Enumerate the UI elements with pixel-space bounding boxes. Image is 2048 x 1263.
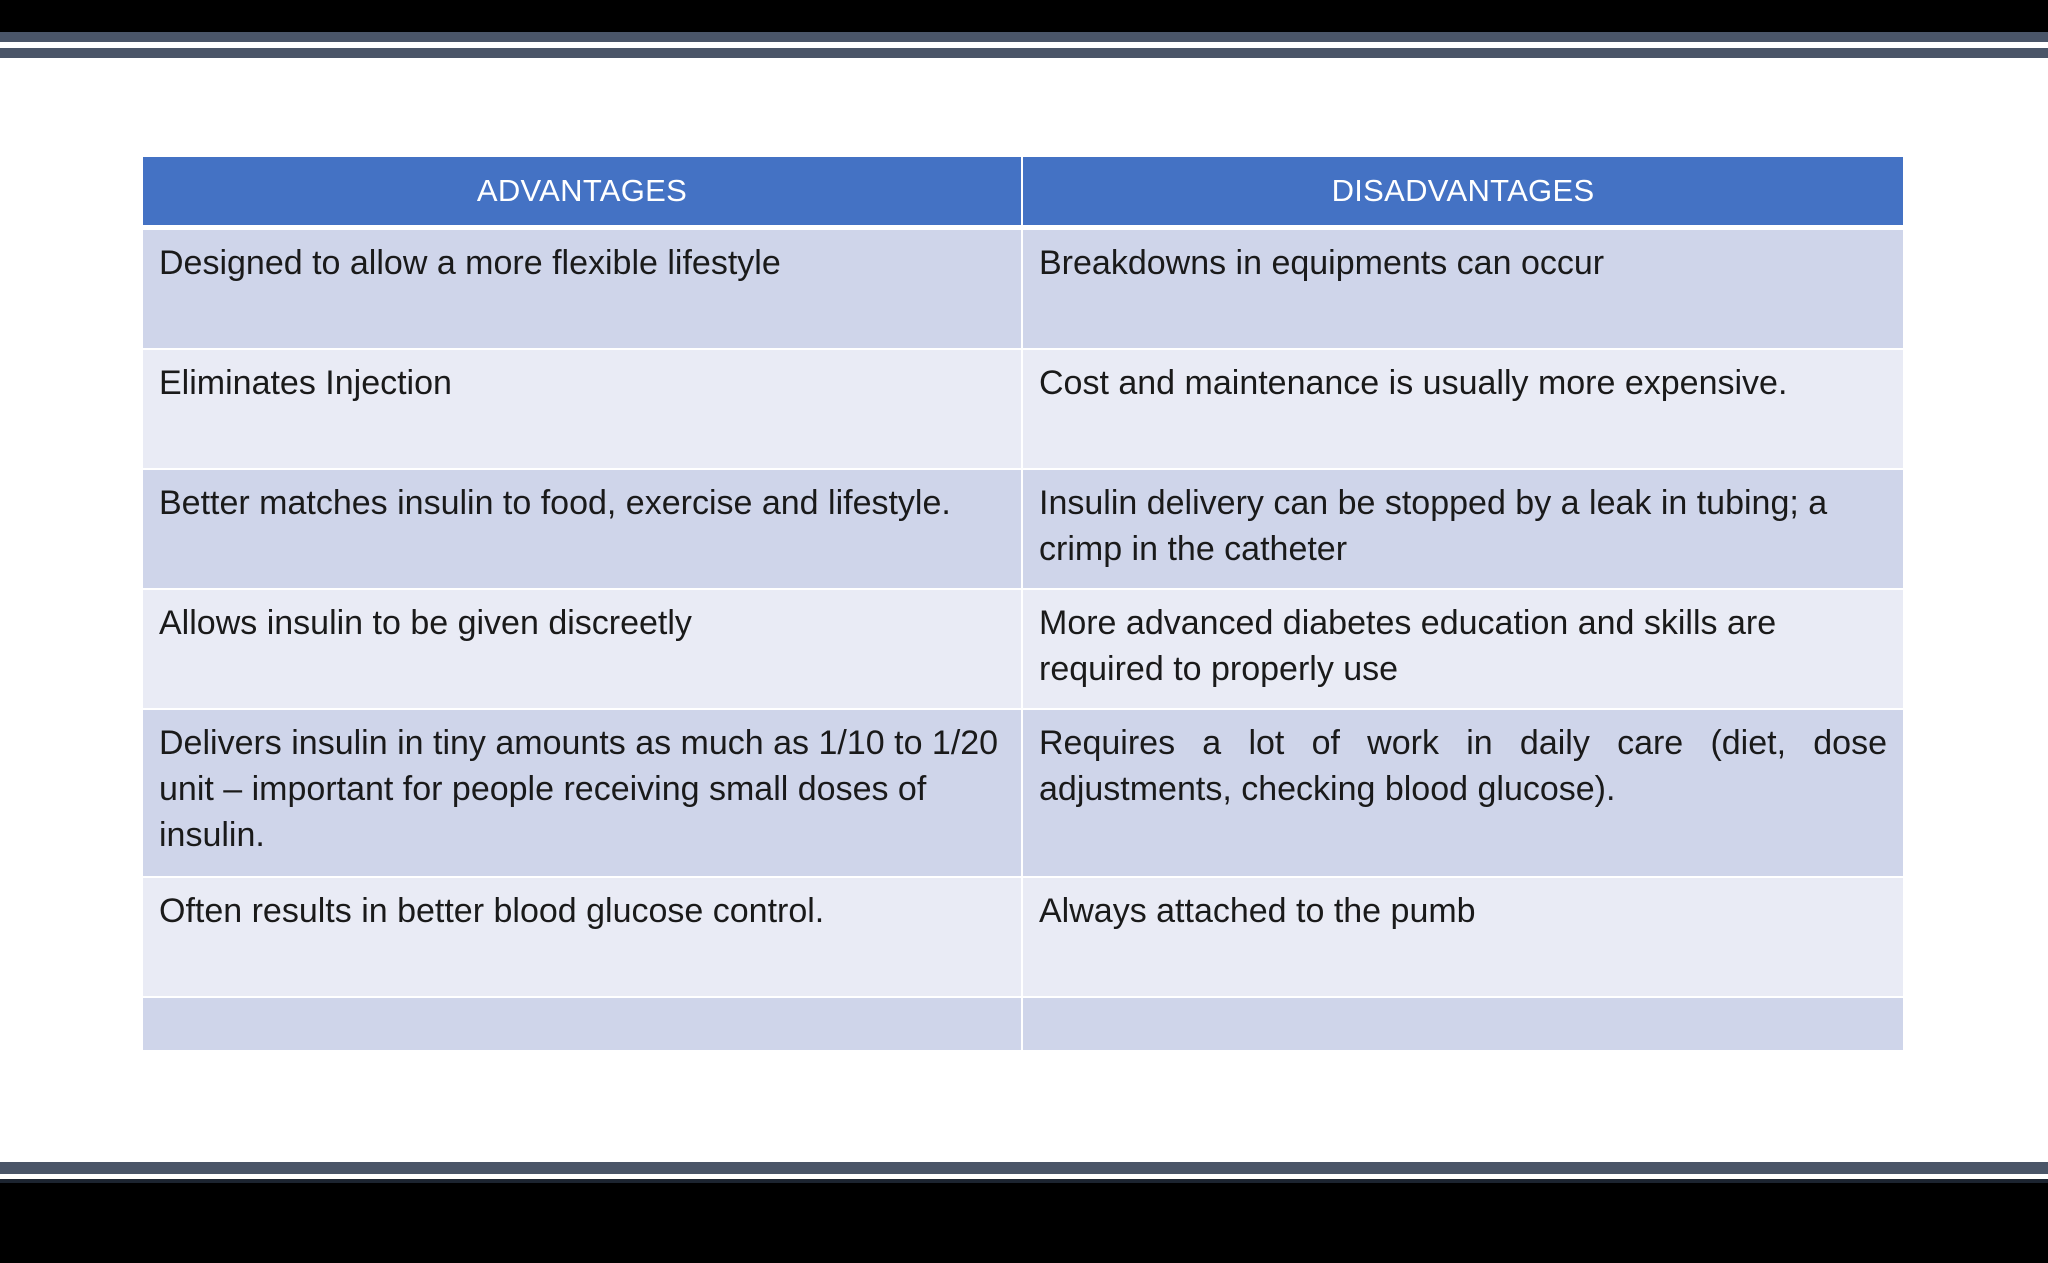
advantage-cell: Delivers insulin in tiny amounts as much as 1/10 to 1/20 unit – important for people receiving small doses of insulin. (143, 709, 1022, 877)
advantages-disadvantages-table (143, 157, 1903, 1052)
table-row (143, 589, 1903, 709)
header-advantages: ADVANTAGES (143, 157, 1022, 228)
bottom-letterbox (0, 1183, 2048, 1263)
advantage-cell: Better matches insulin to food, exercise and lifestyle. (143, 469, 1022, 589)
table-row (143, 997, 1903, 1051)
table-row (143, 877, 1903, 997)
disadvantage-cell: Insulin delivery can be stopped by a leak in tubing; a crimp in the catheter (1022, 469, 1903, 589)
header-disadvantages: DISADVANTAGES (1022, 157, 1903, 228)
disadvantage-cell (1022, 997, 1903, 1051)
disadvantage-cell: Breakdowns in equipments can occur (1022, 228, 1903, 350)
table-row (143, 469, 1903, 589)
advantage-cell: Often results in better blood glucose control. (143, 877, 1022, 997)
disadvantage-cell: Cost and maintenance is usually more expensive. (1022, 349, 1903, 469)
disadvantage-cell: Always attached to the pumb (1022, 877, 1903, 997)
advantage-cell: Eliminates Injection (143, 349, 1022, 469)
disadvantage-cell: Requires a lot of work in daily care (diet, dose adjustments, checking blood glucose). (1022, 709, 1903, 877)
top-stripe (0, 48, 2048, 58)
table-header-row (143, 157, 1903, 228)
table-row (143, 709, 1903, 877)
advantage-cell: Allows insulin to be given discreetly (143, 589, 1022, 709)
bottom-stripe (0, 1162, 2048, 1174)
top-stripe (0, 32, 2048, 42)
advantage-cell: Designed to allow a more flexible lifestyle (143, 228, 1022, 350)
table-row (143, 349, 1903, 469)
disadvantage-cell: More advanced diabetes education and skills are required to properly use (1022, 589, 1903, 709)
table-row (143, 228, 1903, 350)
top-letterbox (0, 0, 2048, 32)
advantage-cell (143, 997, 1022, 1051)
